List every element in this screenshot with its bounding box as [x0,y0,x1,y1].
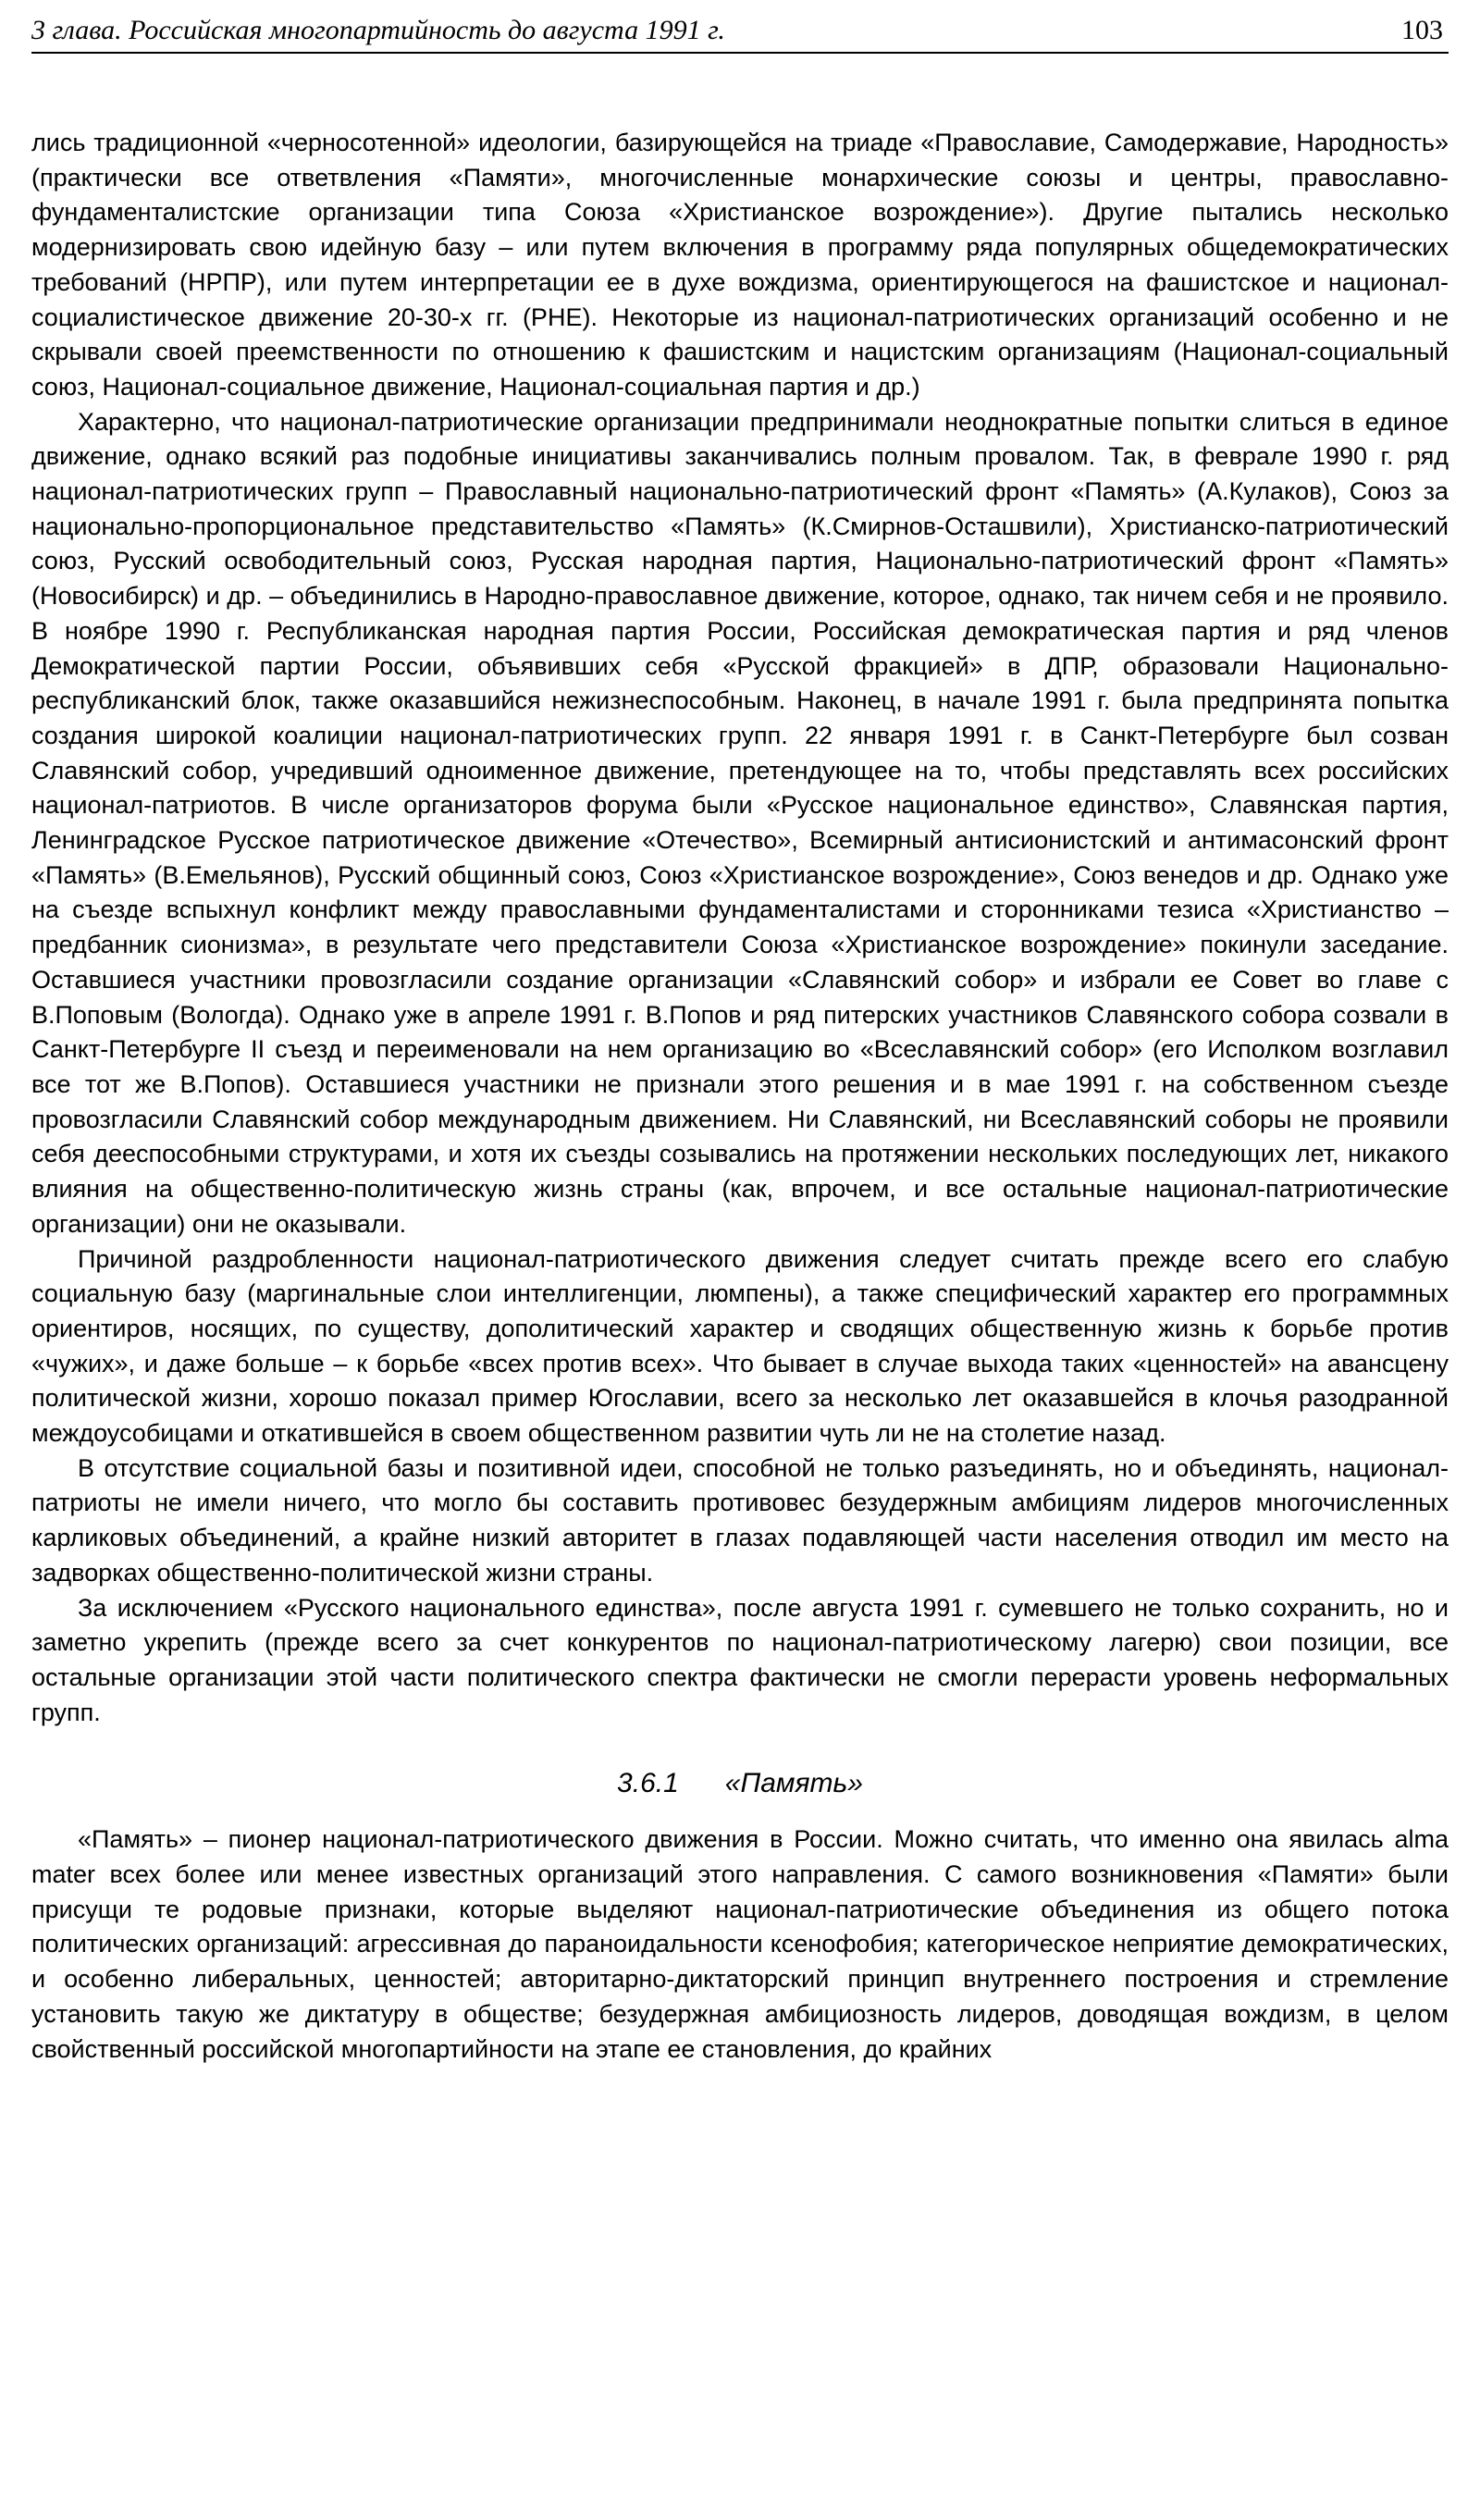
running-header [31,9,1449,54]
paragraph: В отсутствие социальной базы и позитивной идеи, способной не только разъединять, но и объединять, национал-патриоты не имели ничего, что могло бы составить противовес безудержным амбициям лидеров многочисленных карликовых объединений, а крайне низкий авторитет в глазах подавляющей части населения отводил им место на задворках общественно-политической жизни страны. [31,1453,1449,1587]
body-text [31,126,1449,2067]
paragraph: «Память» – пионер национал-патриотического движения в России. Можно считать, что именно она явилась alma mater всех более или менее известных организаций этого направления. С самого возникновения «Памяти» были присущи те родовые признаки, которые выделяют национал-патриотические объединения из общего потока политических организаций: агрессивная до параноидальности ксенофобия; категорическое неприятие демократических, и особенно либеральных, ценностей; авторитарно-диктаторский принцип внутреннего построения и стремление установить такую же диктатуру в обществе; безудержная амбициозность лидеров, доводящая вождизм, в целом свойственный российской многопартийности на этапе ее становления, до крайних [31,1825,1449,2063]
paragraph: Характерно, что национал-патриотические организации предпринимали неоднократные попытки слиться в единое движение, однако всякий раз подобные инициативы заканчивались полным провалом. Так, в феврале 1990 г. ряд национал-патриотических групп – Православный национально-патриотический фронт «Память» (А.Кулаков), Союз за национально-пропорциональное представительство «Память» (К.Смирнов-Осташвили), Христианско-патриотический союз, Русский освободительный союз, Русская народная партия, Национально-патриотический фронт «Память» (Новосибирск) и др. – объединились в Народно-православное движение, которое, однако, так ничем себя и не проявило. В ноябре 1990 г. Республиканская народная партия России, Российская демократическая партия и ряд членов Демократической партии России, объявивших себя «Русской фракцией» в ДПР, образовали Национально-республиканский блок, также оказавшийся нежизнеспособным. Наконец, в начале 1991 г. была предпринята попытка создания широкой коалиции национал-патриотических групп. 22 января 1991 г. в Санкт-Петербурге был созван Славянский собор, учредивший одноименное движение, претендующее на то, чтобы представлять всех российских национал-патриотов. В числе организаторов форума были «Русское национальное единство», Славянская партия, Ленинградское Русское патриотическое движение «Отечество», Всемирный антисионистский и антимасонский фронт «Память» (В.Емельянов), Русский общинный союз, Союз «Христианское возрождение», Союз венедов и др. Однако уже на съезде вспыхнул конфликт между православными фундаменталистами и сторонниками тезиса «Христианство – предбанник сионизма», в результате чего представители Союза «Христианское возрождение» покинули заседание. Оставшиеся участники провозгласили создание организации «Славянский собор» и избрали ее Совет во главе с В.Поповым (Вологда). Однако уже в апреле 1991 г. В.Попов и ряд питерских участников Славянского собора созвали в Санкт-Петербурге II съезд и переименовали на нем организацию во «Всеславянский собор» (его Исполком возглавил все тот же В.Попов). Оставшиеся участники не признали этого решения и в мае 1991 г. на собственном съезде провозгласили Славянский собор международным движением. Ни Славянский, ни Всеславянский соборы не проявили себя дееспособными структурами, и хотя их съезды созывались на протяжении нескольких последующих лет, никакого влияния на общественно-политическую жизнь страны (как, впрочем, и все остальные национал-патриотические организации) они не оказывали. [31,407,1449,1238]
document-page [31,0,1449,2520]
page-number: 103 [1401,15,1443,45]
paragraph: За исключением «Русского национального единства», после августа 1991 г. сумевшего не только сохранить, но и заметно укрепить (прежде всего за счет конкурентов по национал-патриотическому лагерю) свои позиции, все остальные организации этой части политического спектра фактически не смогли перерасти уровень неформальных групп. [31,1593,1449,1726]
paragraph: Причиной раздробленности национал-патриотического движения следует считать прежде всего его слабую социальную базу (маргинальные слои интеллигенции, люмпены), а также специфический характер его программных ориентиров, носящих, по существу, дополитический характер и сводящих общественную жизнь к борьбе против «чужих», и даже больше – к борьбе «всех против всех». Что бывает в случае выхода таких «ценностей» на авансцену политической жизни, хорошо показал пример Югославии, всего за несколько лет оказавшейся в клочья разодранной междоусобицами и откатившейся в своем общественном развитии чуть ли не на столетие назад. [31,1244,1449,1448]
chapter-title: 3 глава. Российская многопартийность до августа 1991 г. [31,15,725,45]
paragraph: лись традиционной «черносотенной» идеологии, базирующейся на триаде «Православие, Самодержавие, Народность» (практически все ответвления «Памяти», многочисленные монархические союзы и центры, православно-фундаменталистские организации типа Союза «Христианское возрождение»). Другие пытались несколько модернизировать свою идейную базу – или путем включения в программу ряда популярных общедемократических требований (НРПР), или путем интерпретации ее в духе вождизма, ориентирующегося на фашистское и национал-социалистическое движение 20-30-х гг. (РНЕ). Некоторые из национал-патриотических организаций особенно и не скрывали своей преемственности по отношению к фашистским и нацистским организациям (Национал-социальный союз, Национал-социальное движение, Национал-социальная партия и др.) [31,129,1449,401]
section-title: «Память» [724,1768,863,1799]
section-number: 3.6.1 [617,1768,679,1799]
section-heading [31,1765,1449,1802]
